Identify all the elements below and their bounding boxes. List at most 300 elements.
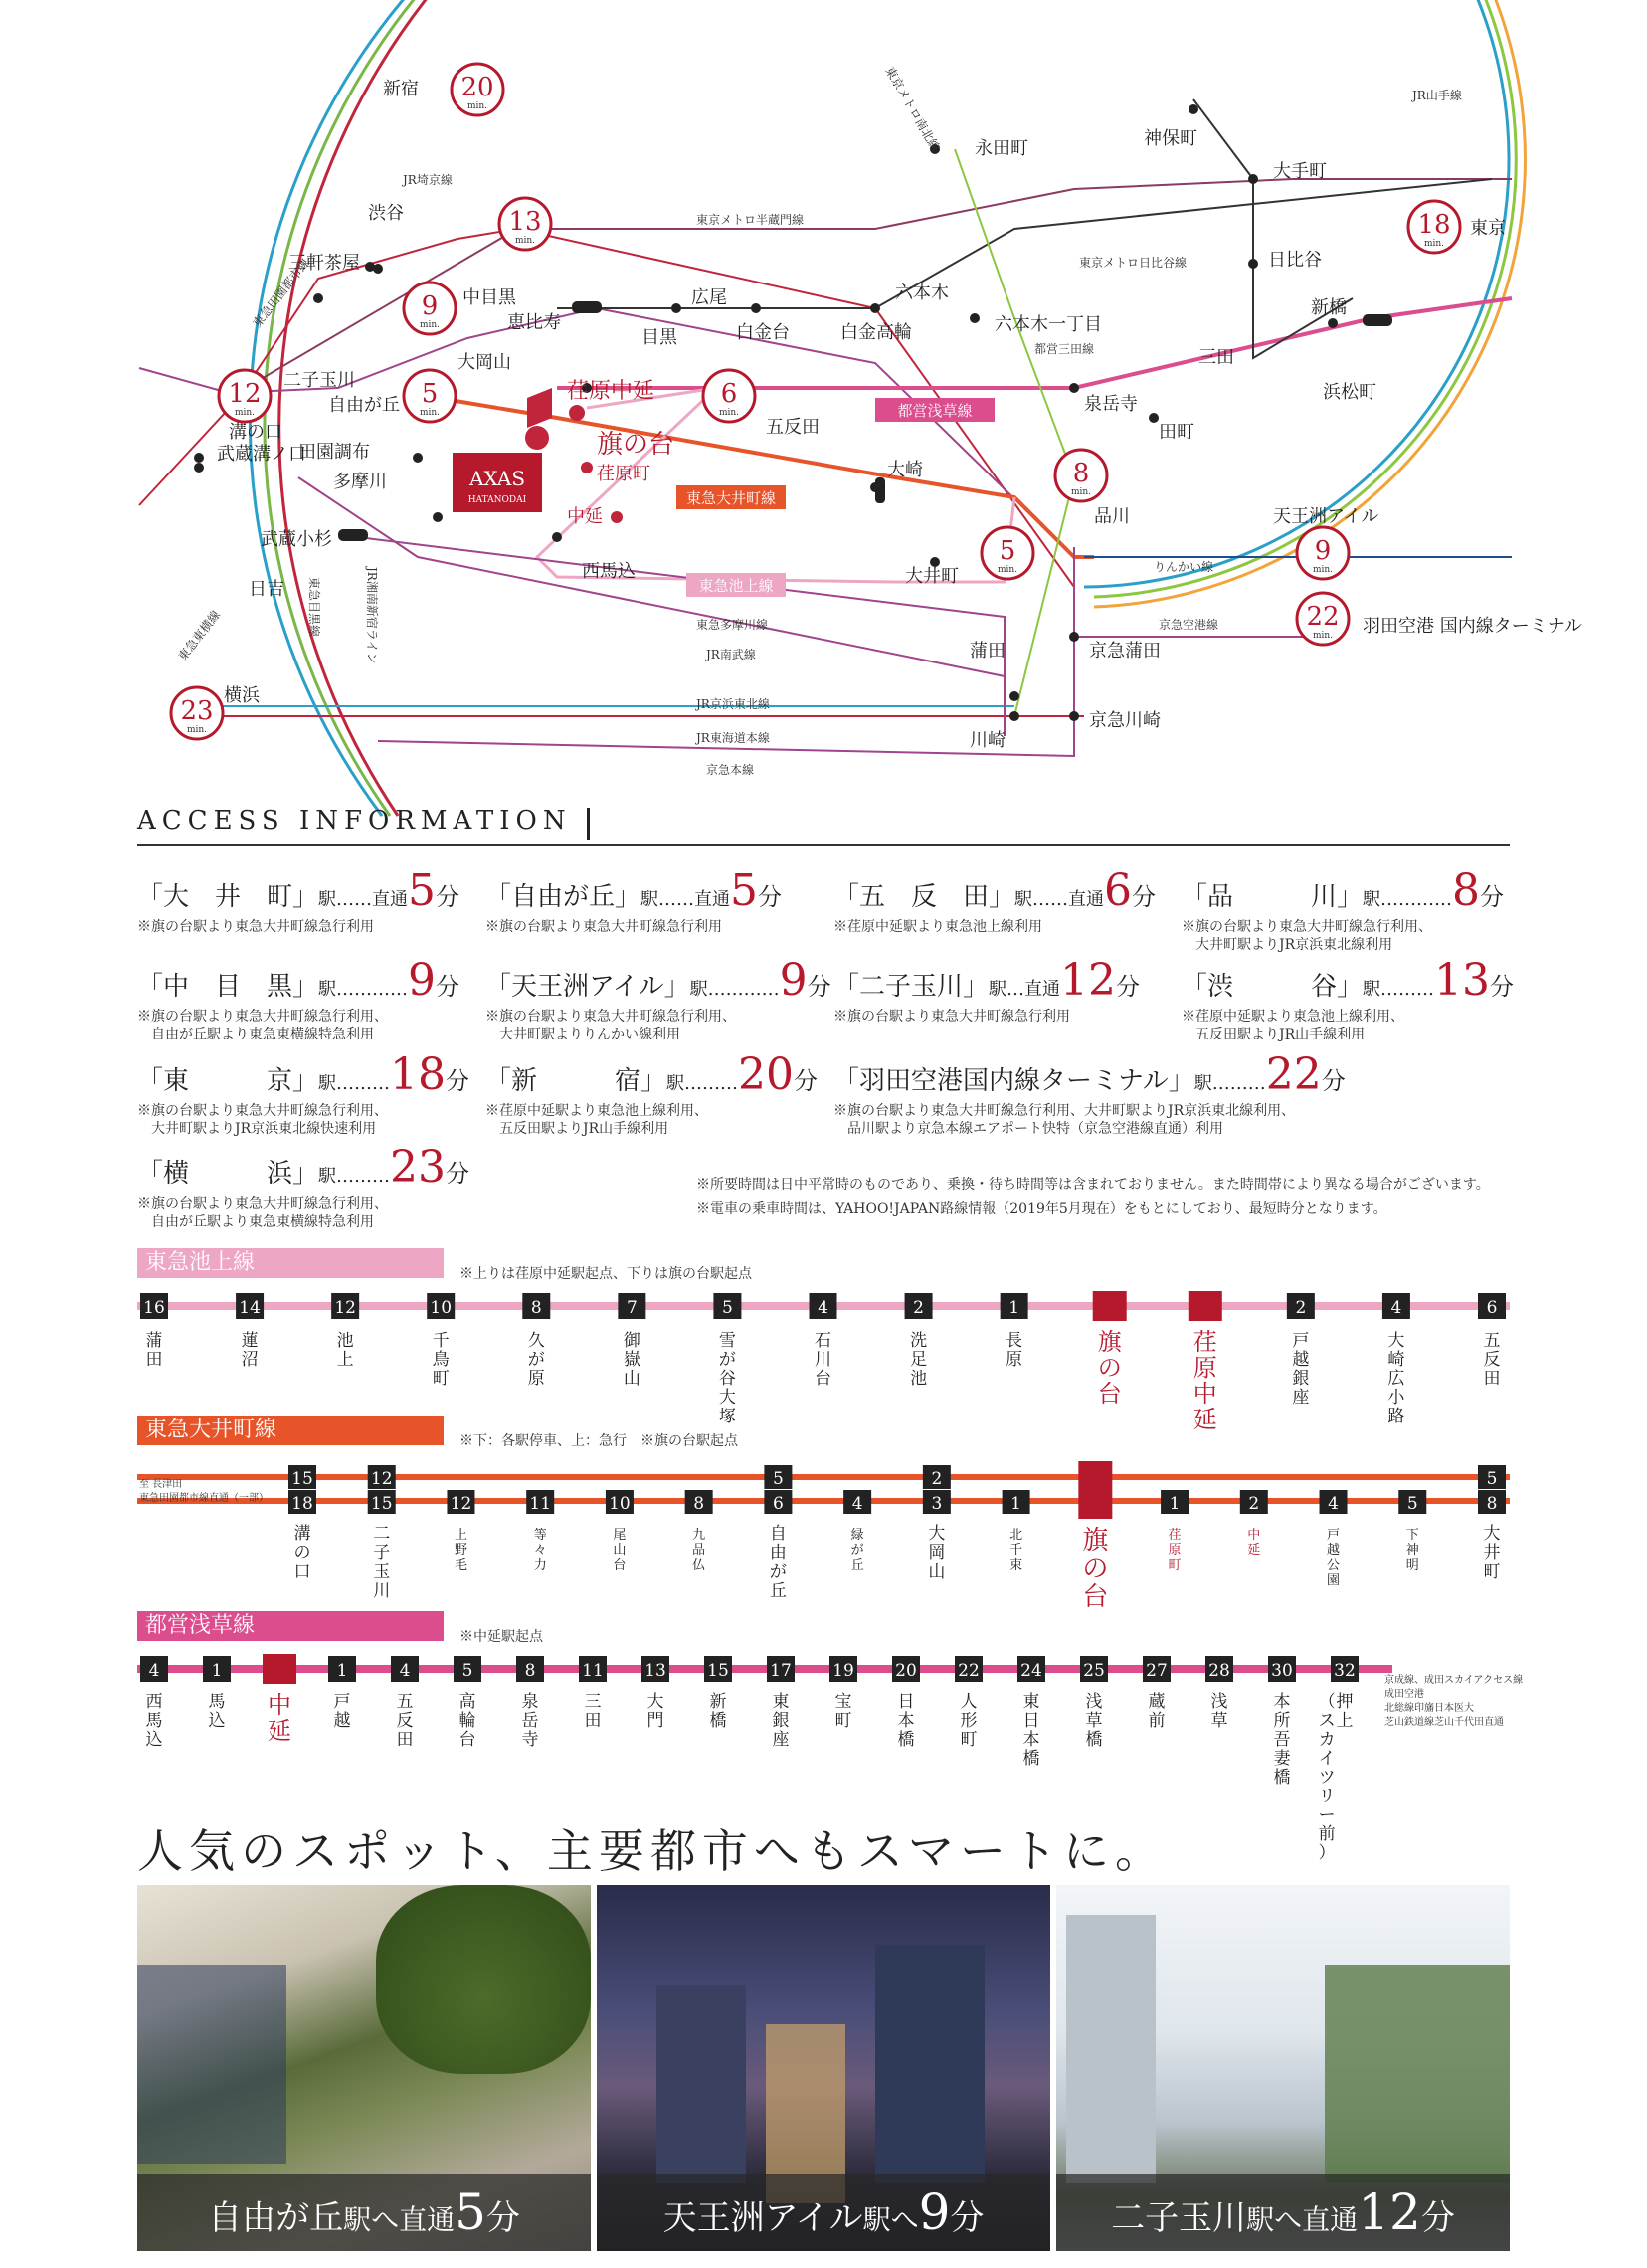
oimachi-station: 越 (1327, 1543, 1341, 1558)
ikegami-station: 嶽 (623, 1350, 640, 1370)
oimachi-station: 二 (373, 1524, 391, 1544)
ikegami-minutes: 12 (334, 1298, 356, 1318)
access-note: ※荏原中延駅より東急池上線利用、 五反田駅よりJR山手線利用 (485, 1103, 708, 1137)
line-label-mita: 都営三田線 (1034, 342, 1095, 356)
access-minutes: 13 (1434, 955, 1491, 1006)
ikegami-station: 足 (910, 1350, 928, 1370)
access-note: ※旗の台駅より東急大井町線急行利用 (485, 919, 722, 935)
ikegami-station: 山 (623, 1369, 640, 1389)
access-note: ※旗の台駅より東急大井町線急行利用、 大井町駅よりりんかい線利用 (485, 1009, 736, 1042)
station-jinbocho: 神保町 (1144, 128, 1197, 149)
oimachi-station: 大 (1483, 1524, 1501, 1544)
time-badge (1055, 450, 1107, 501)
access-unit: 分 (436, 883, 460, 911)
asakusa-station: 日 (897, 1692, 915, 1712)
oimachi-station: 仏 (692, 1558, 706, 1573)
asakusa-station: ー (1318, 1805, 1336, 1825)
asakusa-station: 銀 (772, 1711, 790, 1731)
oimachi-station: 中 (1247, 1528, 1261, 1543)
line-label-shonanshinjuku: JR湘南新宿ライン (365, 567, 379, 664)
access-note: ※旗の台駅より東急大井町線急行利用 (137, 919, 374, 935)
time-badge (1408, 201, 1460, 253)
station-marker-highlight (1093, 1291, 1127, 1321)
ikegami-station: 原 (527, 1369, 545, 1389)
asakusa-station: ス (1318, 1711, 1336, 1731)
access-station: 「渋 谷」 (1182, 972, 1364, 1002)
ikegami-note: ※上りは荏原中延駅起点、下りは旗の台駅起点 (459, 1266, 752, 1282)
ikegami-station: 川 (815, 1350, 831, 1370)
asakusa-minutes: 4 (399, 1661, 411, 1681)
line-label-denentoshi: 東急田園都市線 (250, 256, 313, 330)
oimachi-station: 自 (769, 1524, 787, 1544)
station-musashimizonokuchi: 武蔵溝ノ口 (217, 444, 306, 465)
ikegami-station: が (718, 1350, 736, 1370)
time-badge (1297, 593, 1349, 645)
access-minutes: 20 (738, 1049, 795, 1100)
asakusa-station: 越 (333, 1711, 351, 1731)
asakusa-station: 門 (646, 1711, 664, 1731)
line-label-hibiya: 東京メトロ日比谷線 (1079, 256, 1188, 270)
time-badge-unit: min. (718, 408, 740, 418)
line-label-yamanote: JR山手線 (1412, 89, 1462, 102)
ikegami-station: 反 (1483, 1350, 1501, 1370)
oimachi-station: 神 (1405, 1543, 1419, 1558)
asakusa-station: 草 (1210, 1711, 1228, 1731)
oimachi-station: 大 (928, 1524, 946, 1544)
time-badge-unit: min. (419, 408, 441, 418)
access-route: 駅…直通 (989, 979, 1061, 1000)
time-badge-unit: min. (514, 236, 536, 246)
oimachi-station: 束 (1009, 1558, 1023, 1573)
oimachi-express-minutes: 15 (291, 1469, 313, 1489)
ikegami-station: 長 (1006, 1331, 1023, 1351)
asakusa-station: 橋 (1022, 1749, 1040, 1769)
ikegami-station: 中 (1192, 1380, 1217, 1408)
station-yokohama: 横浜 (224, 685, 260, 706)
time-badge (499, 198, 551, 250)
oimachi-station: が (769, 1562, 787, 1582)
ikegami-minutes: 5 (722, 1298, 733, 1318)
access-title: ACCESS INFORMATION (137, 806, 572, 836)
oimachi-diagram (0, 1457, 1647, 1616)
access-station: 「東 京」 (137, 1066, 319, 1096)
photo-tennozu (597, 1885, 1050, 2251)
ikegami-station: 旗 (1097, 1328, 1122, 1356)
access-line (137, 865, 459, 916)
access-line (1182, 955, 1514, 1006)
oimachi-local-minutes: 6 (772, 1494, 784, 1514)
asakusa-minutes: 17 (770, 1661, 792, 1681)
oimachi-local-minutes: 1 (1169, 1494, 1181, 1514)
asakusa-station: 浅 (1210, 1692, 1228, 1712)
asakusa-station: 戸 (333, 1692, 351, 1712)
access-minutes: 5 (730, 865, 759, 916)
access-station: 「中 目 黒」 (137, 972, 319, 1002)
footnote-2: ※電車の乗車時間は、YAHOO!JAPAN路線情報（2019年5月現在）をもとにしており、最短時分となります。 (696, 1201, 1387, 1217)
oimachi-station: 上 (454, 1528, 467, 1543)
access-minutes: 18 (390, 1049, 447, 1100)
ikegami-station: 越 (1292, 1350, 1310, 1370)
asakusa-station: 町 (834, 1711, 852, 1731)
ikegami-minutes: 6 (1486, 1298, 1498, 1318)
station-marker-highlight (263, 1654, 296, 1684)
time-badge-value: 8 (1072, 459, 1090, 488)
oimachi-left-note: 至 長津田 (139, 1479, 183, 1490)
line-label-nanboku: 東京メトロ南北線 (882, 64, 943, 154)
asakusa-station: 形 (960, 1711, 978, 1731)
asakusa-minutes: 11 (582, 1661, 604, 1681)
asakusa-station: 延 (268, 1717, 291, 1745)
station-shibuya: 渋谷 (368, 203, 404, 224)
ikegami-station: 上 (336, 1350, 354, 1370)
asakusa-station: 馬 (208, 1692, 226, 1712)
label-asakusa: 都営浅草線 (897, 402, 973, 420)
access-route: 駅……直通 (1014, 889, 1105, 910)
access-divider (137, 844, 1510, 846)
oimachi-station: 子 (373, 1543, 391, 1563)
asakusa-station: 押 (1336, 1692, 1354, 1712)
time-badge (452, 64, 503, 115)
line-label-rinkai: りんかい線 (1154, 560, 1214, 574)
oimachi-station: 力 (533, 1558, 547, 1573)
station-ebisu: 恵比寿 (507, 312, 561, 333)
access-unit: 分 (1116, 973, 1141, 1001)
access-route: 駅………… (689, 979, 780, 1000)
time-badge-unit: min. (1312, 631, 1334, 641)
access-route: 駅………… (318, 979, 409, 1000)
access-item (1182, 865, 1504, 954)
asakusa-station: 前 (1318, 1824, 1336, 1844)
asakusa-station: 台 (458, 1730, 476, 1750)
oimachi-local-minutes: 18 (291, 1494, 313, 1514)
oimachi-station: 山 (613, 1543, 627, 1558)
station-meguro: 目黒 (641, 327, 677, 348)
asakusa-right-note: 北総線印旛日本医大 (1384, 1703, 1474, 1714)
oimachi-station: が (850, 1543, 864, 1558)
station-keikyu-kamata: 京急蒲田 (1089, 641, 1161, 662)
oimachi-note: ※下：各駅停車、上：急行 ※旗の台駅起点 (459, 1433, 738, 1449)
access-route: 駅……直通 (640, 889, 731, 910)
station-shinjuku: 新宿 (383, 79, 419, 99)
oimachi-local-minutes: 15 (370, 1494, 393, 1514)
time-badge-unit: min. (466, 101, 488, 111)
access-route: 駅……… (1193, 1073, 1266, 1094)
access-line (833, 1049, 1346, 1100)
time-badge (1297, 527, 1349, 579)
station-kamata: 蒲田 (970, 641, 1006, 662)
access-route: 駅……直通 (318, 889, 409, 910)
asakusa-minutes: 19 (832, 1661, 854, 1681)
ikegami-minutes: 10 (430, 1298, 453, 1318)
asakusa-station: 五 (396, 1692, 414, 1712)
access-station: 「五 反 田」 (833, 882, 1015, 912)
asakusa-right-note: 芝山鉄道線芝山千代田直通 (1384, 1717, 1504, 1728)
photo-jiyugaoka (137, 1885, 591, 2251)
access-item (137, 1142, 469, 1230)
asakusa-minutes: 1 (211, 1661, 223, 1681)
oimachi-local-minutes: 5 (1406, 1494, 1418, 1514)
line-label-saikyo: JR埼京線 (403, 173, 453, 187)
ikegami-station: 池 (336, 1331, 354, 1351)
oimachi-local-minutes: 4 (1328, 1494, 1339, 1514)
station-osaki: 大崎 (887, 460, 923, 480)
axas-name: AXAS (468, 467, 526, 490)
asakusa-station: 妻 (1273, 1749, 1291, 1769)
time-badge-value: 22 (1306, 602, 1340, 632)
access-unit: 分 (794, 1067, 819, 1095)
asakusa-station: 岳 (521, 1711, 539, 1731)
access-station: 「天王洲アイル」 (485, 972, 690, 1002)
station-shirokanetakanawa: 白金高輪 (840, 322, 912, 343)
asakusa-minutes: 30 (1271, 1661, 1293, 1681)
asakusa-station: 宝 (834, 1692, 852, 1712)
oimachi-station: 北 (1009, 1528, 1023, 1543)
station-nishimagome: 西馬込 (582, 561, 636, 582)
ikegami-station: 広 (1387, 1369, 1405, 1389)
oimachi-station: 井 (1483, 1543, 1501, 1563)
access-unit: 分 (1490, 973, 1515, 1001)
access-minutes: 22 (1265, 1049, 1322, 1100)
asakusa-station: 橋 (1085, 1730, 1103, 1750)
oimachi-station: 丘 (850, 1558, 864, 1573)
access-minutes: 12 (1060, 955, 1117, 1006)
asakusa-station: 馬 (145, 1711, 163, 1731)
ikegami-station: 雪 (718, 1331, 736, 1351)
time-badge-value: 5 (421, 379, 439, 409)
access-item (833, 955, 1140, 1026)
oimachi-station: 原 (1168, 1543, 1182, 1558)
oimachi-express-minutes: 5 (772, 1469, 784, 1489)
access-line (833, 865, 1156, 916)
asakusa-station: 新 (709, 1692, 727, 1712)
oimachi-station: 品 (692, 1543, 706, 1558)
station-ebaranakanobu: 荏原中延 (567, 379, 655, 404)
access-item (485, 865, 782, 936)
asakusa-station: 日 (1022, 1711, 1040, 1731)
access-route: 駅……… (666, 1073, 739, 1094)
oimachi-local-minutes: 3 (931, 1494, 943, 1514)
ikegami-station: 原 (1192, 1354, 1217, 1382)
asakusa-station: 蔵 (1148, 1692, 1166, 1712)
axas-sub: HATANODAI (467, 495, 527, 505)
ikegami-station: 洗 (910, 1331, 928, 1351)
ikegami-minutes: 7 (626, 1298, 638, 1318)
photo-futakotamagawa (1056, 1885, 1510, 2251)
oimachi-local-minutes: 11 (529, 1494, 552, 1514)
asakusa-minutes: 27 (1146, 1661, 1168, 1681)
ikegami-station: 荏 (1192, 1328, 1217, 1356)
photo-caption-jiyugaoka: 自由が丘駅へ直通5分 (137, 2174, 591, 2251)
access-note: ※旗の台駅より東急大井町線急行利用、 大井町駅よりJR京浜東北線利用 (1182, 919, 1432, 953)
station-haneda: 羽田空港 国内線ターミナル (1363, 616, 1582, 637)
oimachi-line-header: 東急大井町線 (137, 1416, 444, 1445)
station-roppongi: 六本木 (895, 283, 949, 303)
station-hiyoshi: 日吉 (249, 579, 284, 600)
access-item (485, 955, 831, 1043)
access-station: 「新 宿」 (485, 1066, 667, 1096)
oimachi-station: 山 (928, 1562, 946, 1582)
oimachi-station: 町 (1168, 1558, 1182, 1573)
ikegami-station: 田 (145, 1350, 163, 1370)
station-hibiya: 日比谷 (1268, 250, 1322, 271)
footnote-1: ※所要時間は日中平常時のものであり、乗換・待ち時間等は含まれておりません。また時間帯により異なる場合がございます。 (696, 1177, 1490, 1193)
time-badge (404, 283, 456, 334)
ikegami-station: 塚 (718, 1407, 736, 1426)
access-route: 駅……… (318, 1166, 391, 1187)
oimachi-station: 町 (1483, 1562, 1501, 1582)
asakusa-station: 前 (1148, 1711, 1166, 1731)
asakusa-station: 座 (772, 1730, 790, 1750)
oimachi-station: 公 (1327, 1558, 1341, 1573)
station-hiroo: 広尾 (691, 287, 727, 308)
ikegami-station: 蒲 (145, 1331, 163, 1351)
ikegami-station: 田 (1483, 1369, 1501, 1389)
label-ikegami: 東急池上線 (698, 577, 774, 595)
asakusa-minutes: 25 (1083, 1661, 1105, 1681)
access-unit: 分 (807, 973, 831, 1001)
access-unit: 分 (1480, 883, 1505, 911)
oimachi-station: 園 (1327, 1573, 1341, 1588)
station-musashikosugi: 武蔵小杉 (261, 529, 332, 550)
access-note: ※旗の台駅より東急大井町線急行利用 (833, 1009, 1070, 1025)
ikegami-minutes: 8 (530, 1298, 542, 1318)
access-minutes: 23 (390, 1142, 447, 1193)
oimachi-station: 由 (769, 1543, 787, 1563)
axas-building-icon (453, 388, 552, 512)
asakusa-station: ツ (1318, 1768, 1336, 1788)
oimachi-station: 毛 (454, 1558, 467, 1573)
station-sangenjaya: 三軒茶屋 (288, 253, 360, 274)
oimachi-station: 川 (373, 1581, 391, 1601)
asakusa-station: リ (1318, 1787, 1336, 1806)
access-station: 「横 浜」 (137, 1159, 319, 1189)
ikegami-minutes: 2 (1295, 1298, 1307, 1318)
ikegami-station: 原 (1006, 1350, 1023, 1370)
access-route: 駅……… (318, 1073, 391, 1094)
station-hatanodai: 旗の台 (597, 430, 675, 460)
access-station: 「品 川」 (1182, 882, 1364, 912)
access-item (1182, 955, 1514, 1043)
access-note: ※旗の台駅より東急大井町線急行利用、大井町駅よりJR京浜東北線利用、 品川駅より京急本線エアポート快特（京急空港線直通）利用 (833, 1103, 1296, 1137)
photo-caption-tennozu: 天王洲アイル駅へ9分 (597, 2174, 1050, 2251)
asakusa-minutes: 13 (644, 1661, 666, 1681)
line-label-airport: 京急空港線 (1159, 618, 1219, 632)
access-line (833, 955, 1140, 1006)
asakusa-minutes: 28 (1208, 1661, 1230, 1681)
ikegami-station: 町 (432, 1369, 450, 1389)
asakusa-station: 込 (145, 1730, 163, 1750)
ikegami-station: 銀 (1292, 1369, 1310, 1389)
asakusa-right-note: 成田空港 (1384, 1689, 1424, 1700)
access-station: 「二子玉川」 (833, 972, 990, 1002)
line-label-keihintohoku: JR京浜東北線 (696, 697, 770, 711)
access-item (137, 1049, 469, 1138)
ikegami-minutes: 4 (818, 1298, 828, 1318)
access-minutes: 8 (1452, 865, 1481, 916)
asakusa-station: 反 (396, 1711, 414, 1731)
oimachi-station: 台 (613, 1558, 627, 1573)
access-item (833, 865, 1156, 936)
oimachi-station: 千 (1009, 1543, 1023, 1558)
station-kawasaki: 川崎 (970, 730, 1006, 751)
line-label-hanzomon: 東京メトロ半蔵門線 (696, 213, 805, 227)
oimachi-station: 台 (1082, 1582, 1109, 1611)
ikegami-station: 千 (432, 1331, 450, 1351)
catch-copy: 人気のスポット、主要都市へもスマートに。 (137, 1824, 1167, 1878)
station-nakanobu: 中延 (567, 506, 603, 527)
oimachi-station: 等 (533, 1528, 547, 1543)
asakusa-note: ※中延駅起点 (459, 1629, 543, 1645)
oimachi-station: 野 (454, 1543, 467, 1558)
ikegami-station: 石 (815, 1331, 831, 1351)
oimachi-express-minutes: 2 (931, 1469, 943, 1489)
access-unit: 分 (1321, 1067, 1346, 1095)
station-jiyugaoka: 自由が丘 (328, 395, 400, 416)
ikegami-station: 沼 (241, 1350, 259, 1370)
asakusa-minutes: 20 (895, 1661, 917, 1681)
station-sengakuji: 泉岳寺 (1084, 394, 1138, 415)
time-badge-unit: min. (1312, 565, 1334, 575)
station-tennozu-isle: 天王洲アイル (1273, 506, 1379, 527)
asakusa-minutes: 32 (1334, 1661, 1356, 1681)
oimachi-local-minutes: 10 (609, 1494, 631, 1514)
oimachi-station: 緑 (850, 1528, 864, 1543)
asakusa-station: 橋 (709, 1711, 727, 1731)
time-badge-value: 23 (180, 696, 214, 726)
oimachi-station: 延 (1247, 1543, 1261, 1558)
oimachi-station: 戸 (1327, 1528, 1341, 1543)
time-badge-unit: min. (1423, 239, 1445, 249)
station-tamagawa: 多摩川 (333, 472, 387, 492)
ikegami-station: 台 (1097, 1380, 1122, 1408)
ikegami-station: 戸 (1292, 1331, 1310, 1351)
oimachi-station: 尾 (613, 1528, 627, 1543)
time-badge-unit: min. (419, 320, 441, 330)
oimachi-station: の (1082, 1554, 1109, 1584)
asakusa-right-note: 京成線、成田スカイアクセス線 (1384, 1675, 1524, 1686)
line-label-nambu: JR南武線 (706, 648, 756, 662)
asakusa-station: 中 (268, 1691, 291, 1719)
oimachi-express-minutes: 5 (1486, 1469, 1498, 1489)
asakusa-station: 西 (145, 1692, 163, 1712)
asakusa-minutes: 4 (148, 1661, 160, 1681)
oimachi-local-minutes: 1 (1010, 1494, 1022, 1514)
ikegami-station: 延 (1192, 1406, 1217, 1433)
ikegami-line-header: 東急池上線 (137, 1248, 444, 1278)
oimachi-local-minutes: 12 (450, 1494, 472, 1514)
station-hamamatsucho: 浜松町 (1323, 382, 1376, 403)
asakusa-station: 高 (458, 1692, 476, 1712)
ikegami-minutes: 4 (1390, 1298, 1402, 1318)
line-label-toyoko: 東急東横線 (175, 607, 224, 663)
route-map (0, 0, 1647, 796)
access-item (137, 955, 459, 1043)
time-badge-value: 6 (720, 379, 738, 409)
oimachi-local-minutes: 8 (693, 1494, 705, 1514)
asakusa-station: 本 (1022, 1730, 1040, 1750)
asakusa-station: 橋 (897, 1730, 915, 1750)
time-badge-value: 20 (460, 73, 494, 102)
access-item (137, 865, 459, 936)
oimachi-station: 明 (1405, 1558, 1419, 1573)
access-minutes: 5 (408, 865, 437, 916)
access-line (137, 1142, 469, 1193)
ikegami-minutes: 1 (1008, 1298, 1020, 1318)
oimachi-station: 丘 (769, 1581, 787, 1601)
access-title-bar (587, 808, 590, 840)
station-ebaramachi: 荏原町 (597, 464, 650, 484)
asakusa-line-header: 都営浅草線 (137, 1611, 444, 1641)
